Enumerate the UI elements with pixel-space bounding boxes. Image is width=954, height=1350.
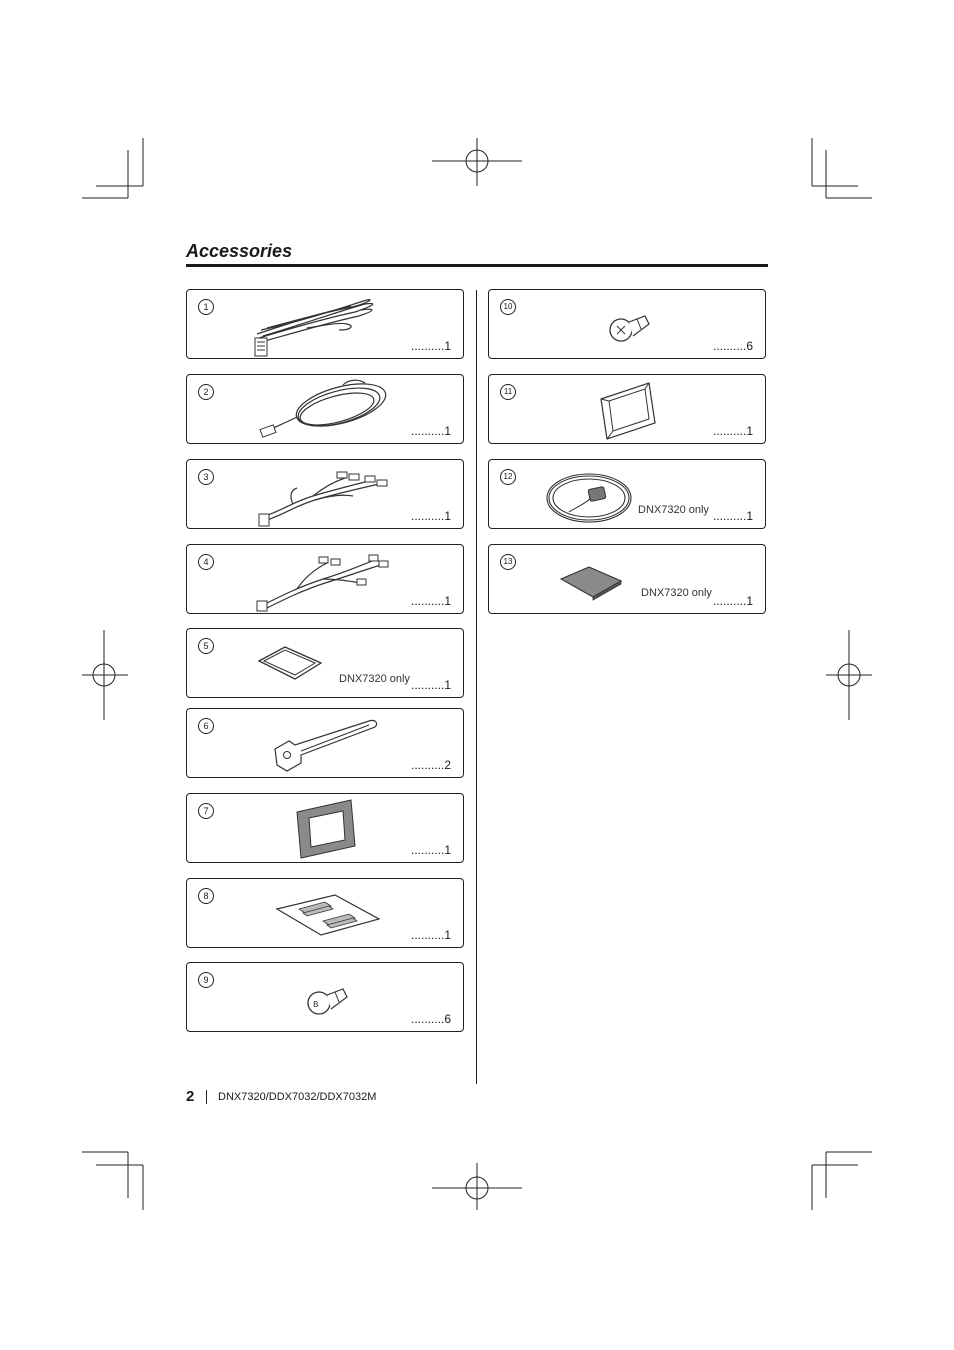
accessory-item-3 <box>186 459 464 529</box>
item-number: 3 <box>198 469 214 485</box>
item-number: 5 <box>198 638 214 654</box>
footer-model-names: DNX7320/DDX7032/DDX7032M <box>218 1091 377 1103</box>
metal-plate-icon <box>559 565 623 601</box>
accessory-item-4 <box>186 544 464 614</box>
item-number: 10 <box>500 299 516 315</box>
item-quantity: ..........1 <box>410 594 451 608</box>
item-quantity: ..........1 <box>410 339 451 353</box>
item-quantity: ..........6 <box>712 339 753 353</box>
item-quantity: ..........1 <box>410 509 451 523</box>
footer-divider <box>206 1090 207 1104</box>
item-number: 2 <box>198 384 214 400</box>
accessory-item-13 <box>488 544 766 614</box>
item-number: 11 <box>500 384 516 400</box>
item-quantity: ..........1 <box>712 509 753 523</box>
accessory-item-2 <box>186 374 464 444</box>
rca-cable-icon <box>253 466 393 528</box>
item-number: 4 <box>198 554 214 570</box>
sd-card-icon <box>255 643 325 683</box>
av-cable-icon <box>253 549 393 613</box>
extraction-key-icon <box>271 715 381 773</box>
accessory-item-8 <box>186 878 464 948</box>
accessory-item-10 <box>488 289 766 359</box>
item-note: DNX7320 only <box>641 587 712 599</box>
accessory-item-11 <box>488 374 766 444</box>
item-quantity: ..........1 <box>410 678 451 692</box>
accessory-item-1 <box>186 289 464 359</box>
item-number: 13 <box>500 554 516 570</box>
item-number: 7 <box>198 803 214 819</box>
adhesive-pads-icon <box>273 891 383 939</box>
page-title: Accessories <box>186 241 293 261</box>
flat-head-screw-icon <box>607 306 651 346</box>
accessory-item-9 <box>186 962 464 1032</box>
item-quantity: ..........2 <box>410 758 451 772</box>
accessory-item-12 <box>488 459 766 529</box>
heading-rule <box>186 264 768 267</box>
page-number: 2 <box>186 1088 195 1105</box>
item-quantity: ..........1 <box>410 424 451 438</box>
wiring-harness-icon <box>247 294 387 358</box>
accessory-item-5 <box>186 628 464 698</box>
item-number: 6 <box>198 718 214 734</box>
svg-text:B: B <box>313 1000 319 1009</box>
item-quantity: ..........1 <box>410 928 451 942</box>
screw-icon <box>305 981 349 1021</box>
accessory-item-6 <box>186 708 464 778</box>
column-divider <box>476 290 477 1084</box>
mounting-bracket-icon <box>599 379 659 441</box>
item-quantity: ..........6 <box>410 1012 451 1026</box>
item-number: 1 <box>198 299 214 315</box>
item-quantity: ..........1 <box>712 424 753 438</box>
cable-coil-icon <box>257 377 387 441</box>
item-number: 12 <box>500 469 516 485</box>
item-number: 8 <box>198 888 214 904</box>
accessory-item-7 <box>186 793 464 863</box>
item-quantity: ..........1 <box>712 594 753 608</box>
item-number: 9 <box>198 972 214 988</box>
item-note: DNX7320 only <box>339 673 410 685</box>
gps-antenna-icon <box>545 464 635 526</box>
escutcheon-frame-icon <box>295 798 357 860</box>
item-quantity: ..........1 <box>410 843 451 857</box>
item-note: DNX7320 only <box>638 504 709 516</box>
